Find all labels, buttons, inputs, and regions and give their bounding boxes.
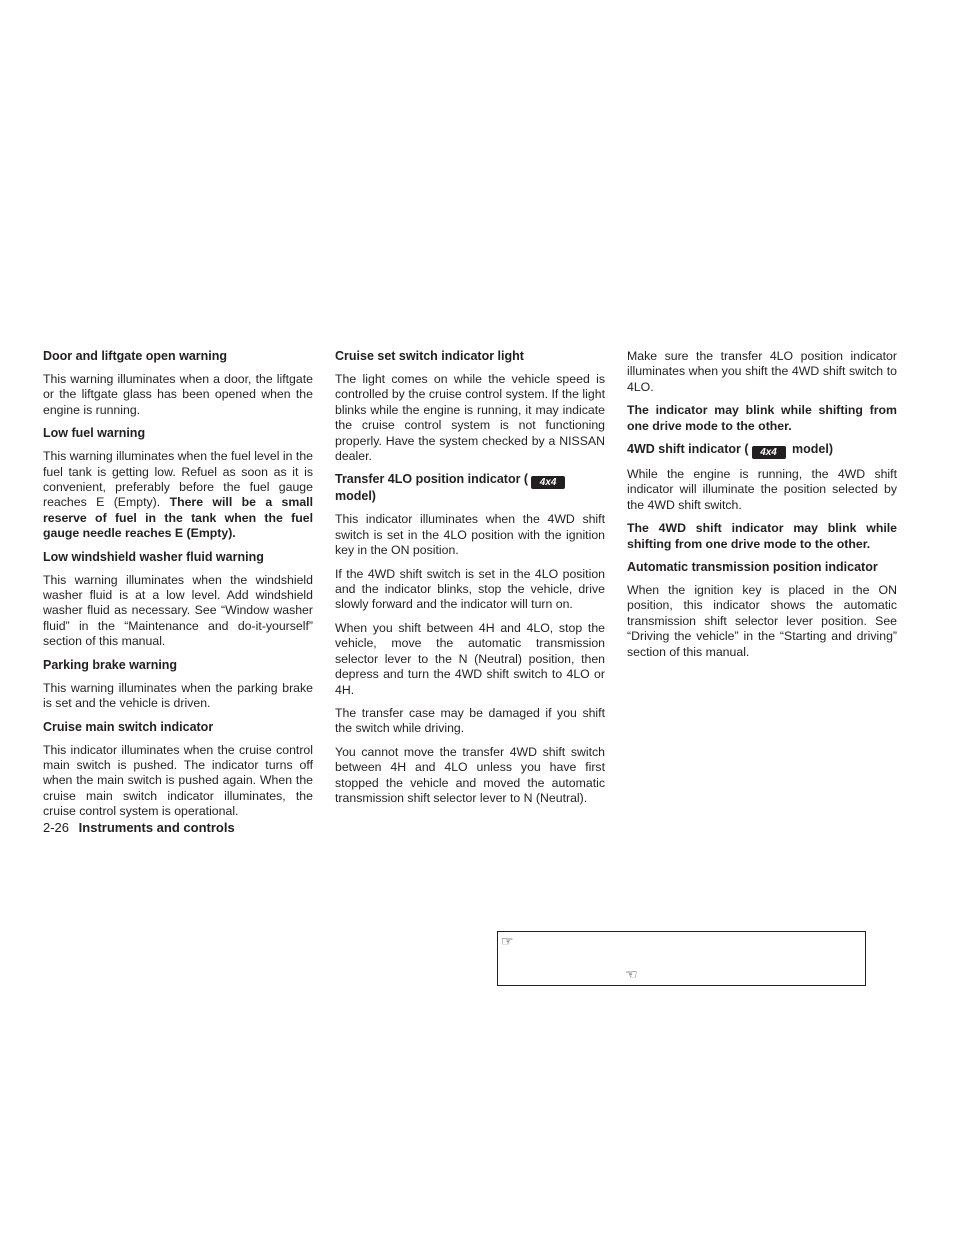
4wd-shift-heading: 4WD shift indicator ( 4x4 model) — [627, 442, 833, 459]
page-number: 2-26 — [43, 820, 70, 835]
blink-note: The indicator may blink while shifting from one drive mode to the other. — [627, 403, 897, 433]
transfer-text-5: You cannot move the transfer 4WD shift switch between 4H and 4LO unless you have first stopped the vehicle and moved the automatic transmission shift selector lever to N (Neutral). — [335, 744, 605, 805]
transfer-text-1: This indicator illuminates when the 4WD shift switch is set in the 4LO position with the ignition key in the ON position. — [335, 512, 605, 558]
transfer-text-2: If the 4WD shift switch is set in the 4LO position and the indicator blinks, stop the vehicle, drive slowly forward and the indicator will turn on. — [335, 566, 605, 612]
column-2 — [335, 349, 605, 814]
transfer-text-3: When you shift between 4H and 4LO, stop the vehicle, move the automatic transmission selector lever to the N (Neutral) position, then depress and turn the 4WD shift switch to 4LO or 4H. — [335, 620, 605, 697]
cruise-main-heading: Cruise main switch indicator — [43, 719, 214, 734]
auto-trans-heading: Automatic transmission position indicator — [627, 560, 878, 575]
pointing-hand-icon: ☜ — [625, 966, 638, 982]
column-1 — [43, 349, 313, 828]
low-fuel-bold-note: There will be a small reserve of fuel in the tank when the fuel gauge needle reaches E (Empty). — [43, 495, 314, 541]
transfer-text-4: The transfer case may be damaged if you shift the switch while driving. — [335, 705, 605, 736]
cruise-set-text: The light comes on while the vehicle speed is controlled by the cruise control system. If the light blinks while the engine is running, it may indicate the cruise control system is not functioning properly. Have the system checked by a NISSAN dealer. — [335, 372, 605, 464]
door-warning-text: This warning illuminates when a door, the liftgate or the liftgate glass has been opened when the engine is running. — [43, 372, 313, 417]
pointing-hand-icon: ☞ — [501, 933, 514, 949]
section-title: Instruments and controls — [78, 820, 235, 835]
door-warning-heading: Door and liftgate open warning — [43, 349, 228, 363]
washer-fluid-heading: Low windshield washer fluid warning — [43, 549, 264, 564]
note-box — [497, 931, 866, 986]
low-fuel-text: This warning illuminates when the fuel level in the fuel tank is getting low. Refuel as soon as it is convenient, preferably before the fuel gauge reaches E (Empty). There will be a small reserve of fuel in the tank when the fuel gauge needle reaches E (Empty). — [43, 449, 314, 541]
low-fuel-heading: Low fuel warning — [43, 426, 146, 441]
4wd-shift-text: While the engine is running, the 4WD shift indicator will illuminate the position selected by the 4WD shift switch. — [627, 467, 897, 512]
4x4-badge-icon: 4x4 — [752, 446, 786, 459]
washer-fluid-text: This warning illuminates when the windshield washer fluid is at a low level. Add windshield washer fluid as necessary. See “Window washer fluid” in the “Maintenance and do-it-yourself” section of this manual. — [43, 572, 313, 649]
cruise-set-heading: Cruise set switch indicator light — [335, 349, 524, 363]
cruise-main-text: This indicator illuminates when the cruise control main switch is pushed. The indicator turns off when the main switch is pushed again. When the cruise main switch indicator illuminates, the cruise control system is operational. — [43, 742, 313, 819]
parking-brake-heading: Parking brake warning — [43, 657, 178, 672]
4wd-blink-note: The 4WD shift indicator may blink while shifting from one drive mode to the other. — [627, 521, 897, 551]
4x4-badge-icon: 4x4 — [531, 476, 565, 489]
transfer-4lo-heading: Transfer 4LO position indicator ( 4x4 model) — [335, 472, 605, 504]
page-footer — [43, 820, 235, 836]
auto-trans-text: When the ignition key is placed in the ON position, this indicator shows the automatic transmission shift selector lever position. See “Driving the vehicle” in the “Starting and driving” section of this manual. — [627, 583, 897, 659]
transfer-text-6: Make sure the transfer 4LO position indicator illuminates when you shift the 4WD shift switch to 4LO. — [627, 349, 897, 394]
column-3 — [627, 349, 897, 668]
parking-brake-text: This warning illuminates when the parking brake is set and the vehicle is driven. — [43, 680, 313, 711]
